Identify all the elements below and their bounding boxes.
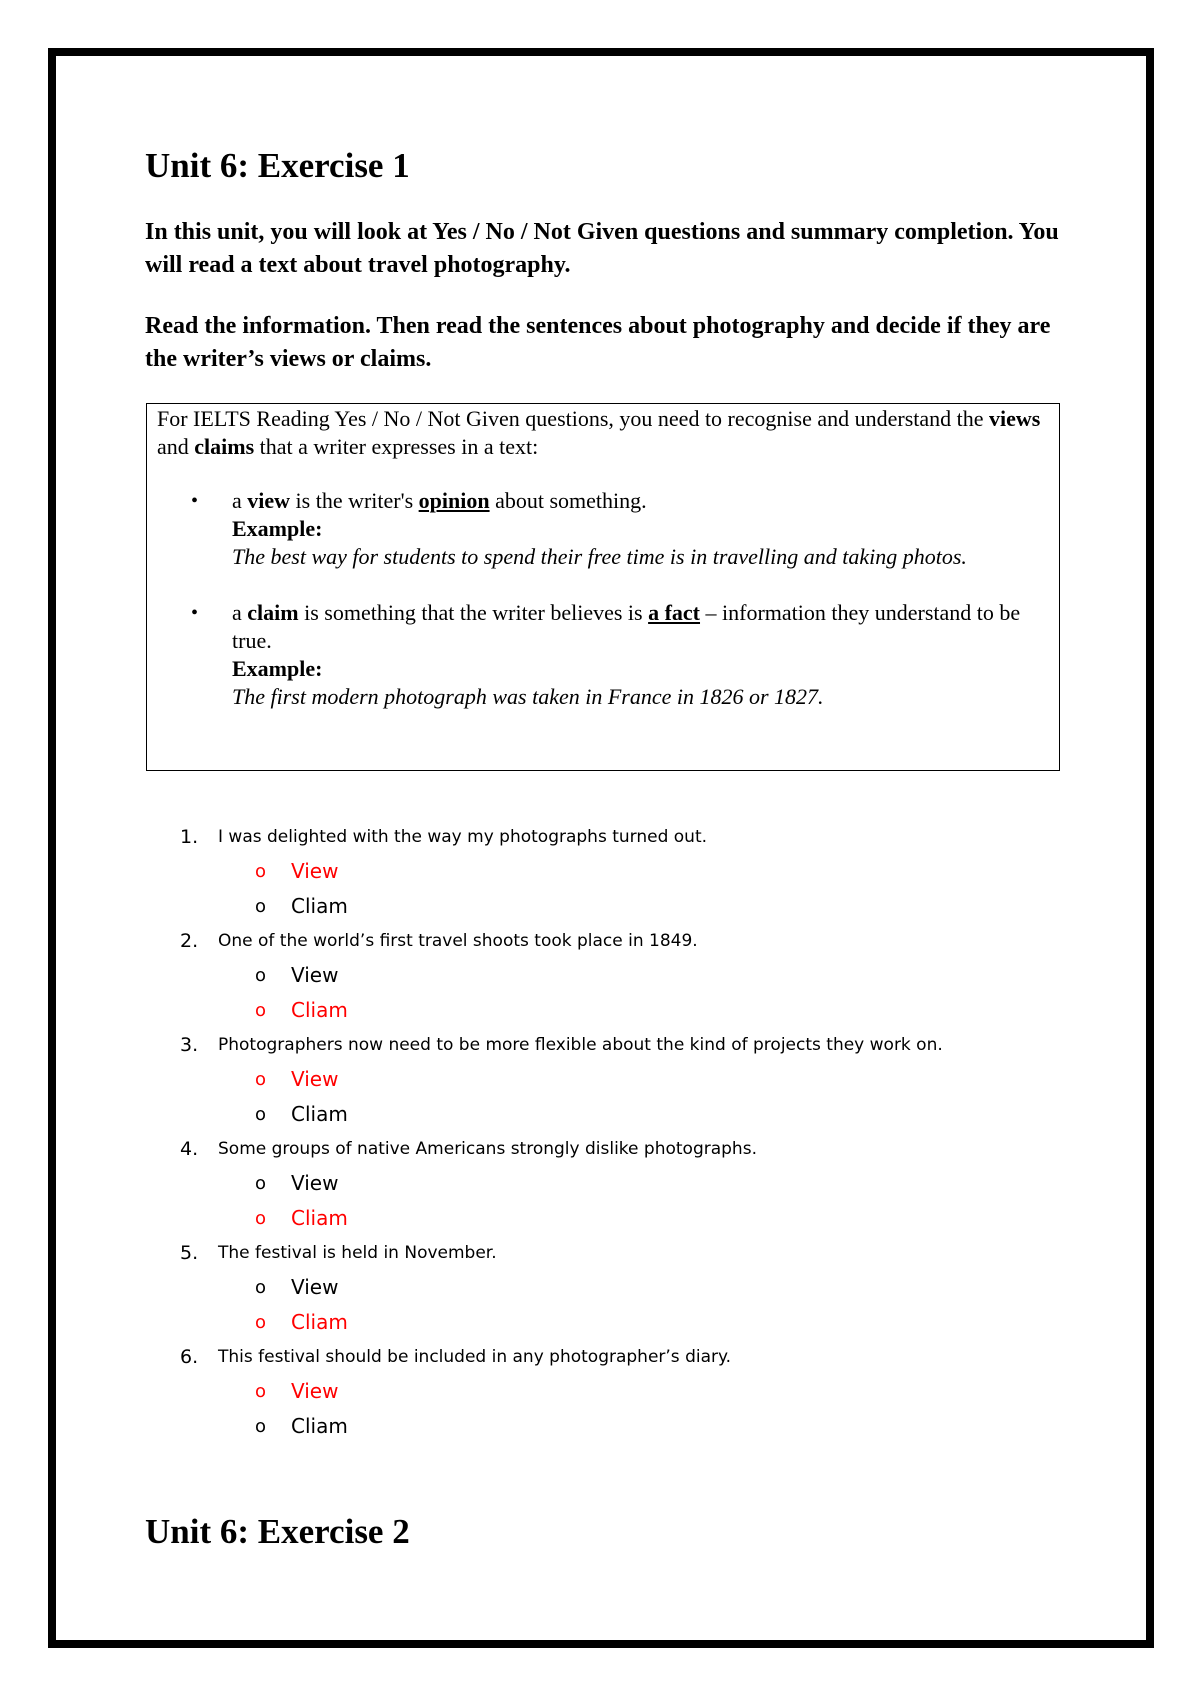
option-label: View <box>291 1379 339 1403</box>
option-claim[interactable] <box>0 1409 1200 1444</box>
option-circle-icon: o <box>255 1173 267 1194</box>
question-sentence: The festival is held in November. <box>218 1243 497 1263</box>
question-text <box>0 1340 1200 1374</box>
option-label: View <box>291 1067 339 1091</box>
option-label: View <box>291 963 339 987</box>
info-intro-text: For IELTS Reading Yes / No / Not Given questions, you need to recognise and understand the <box>157 406 990 431</box>
question-text <box>0 820 1200 854</box>
option-claim[interactable] <box>0 1305 1200 1340</box>
option-circle-icon: o <box>255 861 267 882</box>
option-circle-icon: o <box>255 1000 267 1021</box>
question-number: 3. <box>180 1034 199 1056</box>
option-claim[interactable] <box>0 993 1200 1028</box>
claim-key-word: a fact <box>648 600 701 625</box>
exercise1-title: Unit 6: Exercise 1 <box>145 146 410 185</box>
question-number: 1. <box>180 826 199 848</box>
view-def-article: a <box>232 488 248 513</box>
option-circle-icon: o <box>255 1416 267 1437</box>
claim-def-article: a <box>232 600 248 625</box>
question-item <box>0 1340 1200 1444</box>
view-def-middle: is the writer's <box>290 488 419 513</box>
option-label: View <box>291 1171 339 1195</box>
claim-definition <box>157 599 1049 711</box>
option-circle-icon: o <box>255 896 267 917</box>
question-sentence: I was delighted with the way my photographs turned out. <box>218 827 708 847</box>
question-number: 2. <box>180 930 199 952</box>
question-text <box>0 1236 1200 1270</box>
option-circle-icon: o <box>255 1208 267 1229</box>
claim-def-end: – information they understand to be true. <box>232 600 1021 653</box>
option-label: Cliam <box>291 1206 348 1230</box>
question-sentence: Photographers now need to be more flexible about the kind of projects they work on. <box>218 1035 943 1055</box>
option-claim[interactable] <box>0 1201 1200 1236</box>
option-claim[interactable] <box>0 889 1200 924</box>
claim-example-text: The first modern photograph was taken in France in 1826 or 1827. <box>232 684 824 709</box>
question-number: 4. <box>180 1138 199 1160</box>
option-circle-icon: o <box>255 1381 267 1402</box>
intro-paragraph-1: In this unit, you will look at Yes / No / Not Given questions and summary completion. You will read a text about travel photography. <box>145 219 1059 278</box>
option-view[interactable] <box>0 1166 1200 1201</box>
question-text <box>0 924 1200 958</box>
option-label: Cliam <box>291 894 348 918</box>
info-and-text: and <box>157 434 195 459</box>
question-list <box>0 820 1200 1444</box>
intro-paragraph-2: Read the information. Then read the sentences about photography and decide if they are the writer’s views or claims. <box>145 313 1051 372</box>
option-label: Cliam <box>291 998 348 1022</box>
claim-def-middle: is something that the writer believes is <box>298 600 649 625</box>
question-number: 6. <box>180 1346 199 1368</box>
option-circle-icon: o <box>255 1312 267 1333</box>
info-views-term: views <box>989 406 1041 431</box>
info-intro-end: that a writer expresses in a text: <box>254 434 539 459</box>
option-label: Cliam <box>291 1414 348 1438</box>
view-example-text: The best way for students to spend their free time is in travelling and taking photos. <box>232 544 967 569</box>
option-view[interactable] <box>0 958 1200 993</box>
exercise2-title: Unit 6: Exercise 2 <box>145 1512 410 1551</box>
view-definition <box>157 487 1049 571</box>
view-example-label: Example: <box>232 516 323 541</box>
claim-term: claim <box>247 600 299 625</box>
definition-list <box>157 487 1049 711</box>
question-item <box>0 1132 1200 1236</box>
view-term: view <box>247 488 291 513</box>
option-circle-icon: o <box>255 1104 267 1125</box>
bullet-icon: • <box>191 490 199 512</box>
option-view[interactable] <box>0 1270 1200 1305</box>
question-text <box>0 1028 1200 1062</box>
view-def-end: about something. <box>489 488 647 513</box>
option-label: Cliam <box>291 1310 348 1334</box>
question-item <box>0 1236 1200 1340</box>
option-view[interactable] <box>0 1062 1200 1097</box>
view-key-word: opinion <box>418 488 490 513</box>
question-sentence: This festival should be included in any photographer’s diary. <box>218 1347 732 1367</box>
question-number: 5. <box>180 1242 199 1264</box>
option-label: View <box>291 1275 339 1299</box>
question-sentence: One of the world’s first travel shoots took place in 1849. <box>218 931 698 951</box>
option-circle-icon: o <box>255 965 267 986</box>
question-text <box>0 1132 1200 1166</box>
info-claims-term: claims <box>194 434 255 459</box>
claim-example-label: Example: <box>232 656 323 681</box>
question-sentence: Some groups of native Americans strongly dislike photographs. <box>218 1139 757 1159</box>
option-view[interactable] <box>0 854 1200 889</box>
question-item <box>0 1028 1200 1132</box>
question-item <box>0 820 1200 924</box>
option-circle-icon: o <box>255 1069 267 1090</box>
option-label: Cliam <box>291 1102 348 1126</box>
option-view[interactable] <box>0 1374 1200 1409</box>
bullet-icon: • <box>191 602 199 624</box>
info-intro <box>157 405 1049 461</box>
question-item <box>0 924 1200 1028</box>
option-claim[interactable] <box>0 1097 1200 1132</box>
option-circle-icon: o <box>255 1277 267 1298</box>
option-label: View <box>291 859 339 883</box>
info-box <box>146 403 1060 771</box>
